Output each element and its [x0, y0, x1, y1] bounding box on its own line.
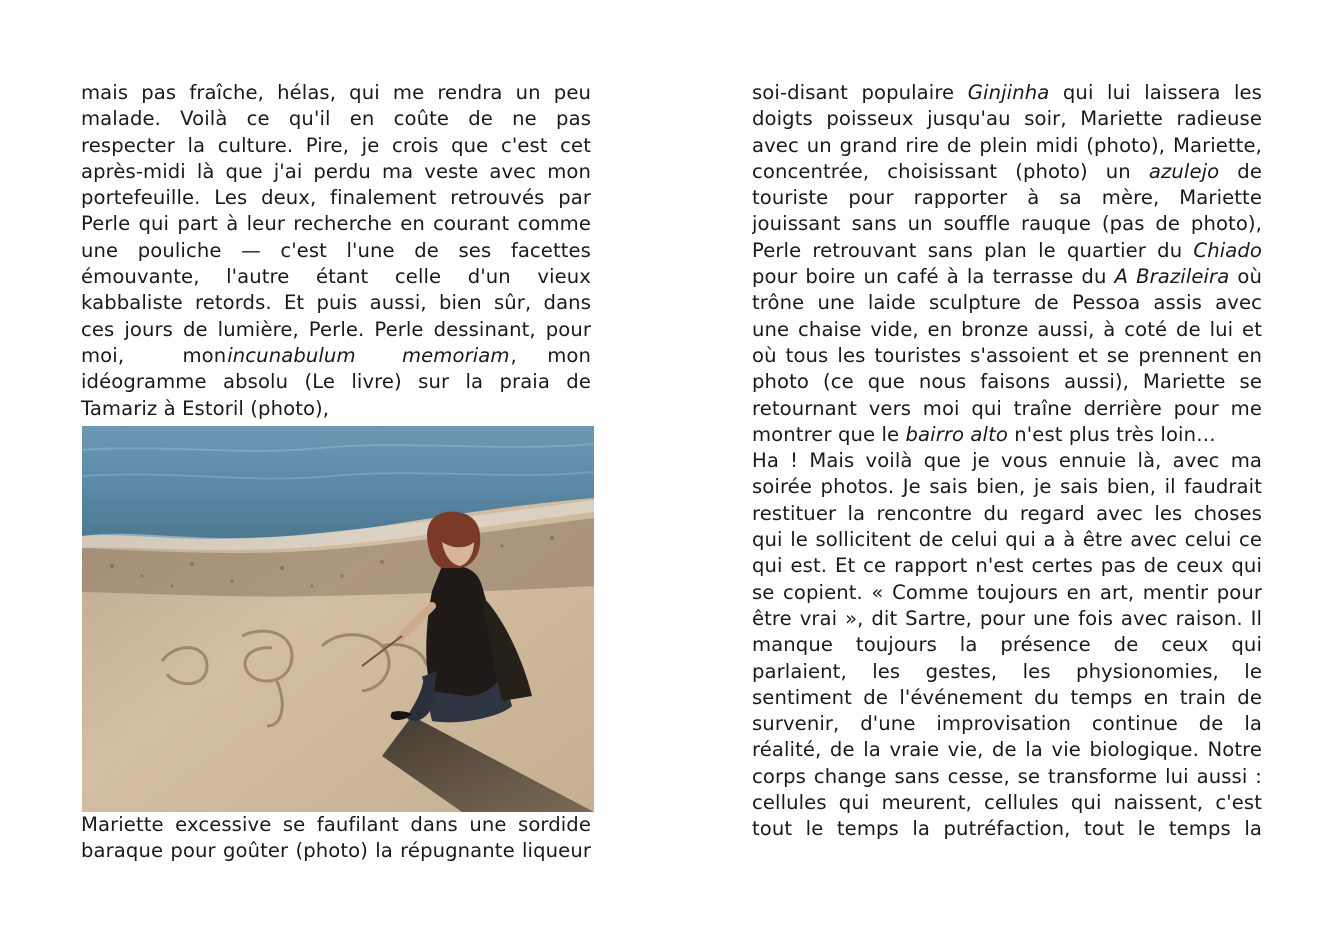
text-line: portefeuille. Les deux, finalement retrouvés par — [81, 186, 591, 210]
text-line: trône une laide sculpture de Pessoa assis avec — [752, 291, 1262, 315]
text-fragment: soi-disant populaire — [752, 81, 968, 104]
text-line: Mariette excessive se faufilant dans une sordide — [81, 812, 591, 836]
text-line: avec un grand rire de plein midi (photo), Mariette, — [752, 133, 1262, 157]
text-line: Ha ! Mais voilà que je vous ennuie là, avec ma — [752, 449, 1262, 473]
text-line: doigts poisseux jusqu'au soir, Mariette radieuse — [752, 107, 1262, 131]
text-line: émouvante, l'autre étant celle d'un vieux — [81, 265, 591, 289]
text-fragment: où — [1229, 265, 1262, 289]
text-line: photo (ce que nous faisons aussi), Mariette se — [752, 370, 1262, 394]
text-line: retournant vers moi qui traîne derrière pour me — [752, 396, 1262, 420]
text-line — [752, 264, 1262, 290]
text-line: qui le sollicitent de celui qui a à être avec celui ce — [752, 528, 1262, 552]
text-line: une chaise vide, en bronze aussi, à coté de lui et — [752, 317, 1262, 341]
italic-text: Chiado — [1193, 238, 1262, 262]
text-fragment: concentrée, choisissant (photo) un — [752, 159, 1149, 183]
text-line: respecter la culture. Pire, je crois que c'est cet — [81, 133, 591, 157]
text-line — [752, 80, 1262, 106]
text-line: une pouliche — c'est l'une de ses facettes — [81, 238, 591, 262]
text-line: cellules qui meurent, cellules qui naissent, c'est — [752, 791, 1262, 815]
text-fragment: de — [1219, 159, 1262, 183]
text-line — [752, 422, 1262, 448]
text-fragment: Perle retrouvant sans plan le quartier du — [752, 238, 1194, 262]
text-line: restituer la rencontre du regard avec les choses — [752, 501, 1262, 525]
text-line: baraque pour goûter (photo) la répugnante liqueur — [81, 839, 591, 863]
text-line — [81, 343, 591, 369]
text-fragment: qui lui laissera les — [1049, 81, 1262, 104]
text-fragment: pour boire un café à la terrasse du — [752, 265, 1115, 289]
text-line: parlaient, les gestes, les physionomies, le — [752, 659, 1262, 683]
text-line — [752, 159, 1262, 185]
right-page — [752, 80, 1262, 843]
text-line: survenir, d'une improvisation continue de la — [752, 712, 1262, 736]
text-line: manque toujours la présence de ceux qui — [752, 633, 1262, 657]
italic-text: bairro alto — [905, 422, 1008, 446]
text-fragment: moi, mon — [81, 343, 227, 367]
text-line: soirée photos. Je sais bien, je sais bien, il faudrait — [752, 475, 1262, 499]
italic-text: Ginjinha — [967, 81, 1050, 104]
text-line: ces jours de lumière, Perle. Perle dessinant, pour — [81, 317, 591, 341]
text-line: kabbaliste retords. Et puis aussi, bien sûr, dans — [81, 291, 591, 315]
text-line: après-midi là que j'ai perdu ma veste avec mon — [81, 159, 591, 183]
text-line: être vrai », dit Sartre, pour une fois avec raison. Il — [752, 606, 1262, 630]
text-line — [752, 238, 1262, 264]
left-text-top — [81, 80, 591, 422]
text-line: qui est. Et ce rapport n'est certes pas de ceux qui — [752, 554, 1262, 578]
text-line: idéogramme absolu (Le livre) sur la praia de — [81, 370, 591, 394]
left-text-bottom — [81, 812, 591, 865]
text-line: corps change sans cesse, se transforme lui aussi : — [752, 764, 1262, 788]
text-line: tout le temps la putréfaction, tout le temps la — [752, 817, 1262, 841]
text-line: se copient. « Comme toujours en art, mentir pour — [752, 580, 1262, 604]
text-fragment: n'est plus très loin… — [1007, 422, 1216, 446]
italic-text: incunabulum memoriam — [227, 343, 510, 367]
text-line: malade. Voilà ce qu'il en coûte de ne pas — [81, 107, 591, 131]
text-line: où tous les touristes s'assoient et se prennent en — [752, 343, 1262, 367]
text-line: Perle qui part à leur recherche en courant comme — [81, 212, 591, 236]
beach-photo — [82, 426, 594, 812]
text-line: touriste pour rapporter à sa mère, Mariette — [752, 186, 1262, 210]
text-fragment: montrer que le — [752, 422, 906, 446]
italic-text: A Brazileira — [1114, 265, 1230, 289]
italic-text: azulejo — [1148, 159, 1220, 183]
text-line: mais pas fraîche, hélas, qui me rendra un peu — [81, 81, 591, 104]
left-page — [81, 80, 591, 864]
text-line: réalité, de la vraie vie, de la vie biologique. Notre — [752, 738, 1262, 762]
text-fragment: , mon — [510, 343, 591, 367]
text-line: jouissant sans un souffle rauque (pas de photo), — [752, 212, 1262, 236]
right-text — [752, 80, 1262, 843]
text-line: Tamariz à Estoril (photo), — [81, 396, 330, 420]
text-line: sentiment de l'événement du temps en train de — [752, 685, 1262, 709]
